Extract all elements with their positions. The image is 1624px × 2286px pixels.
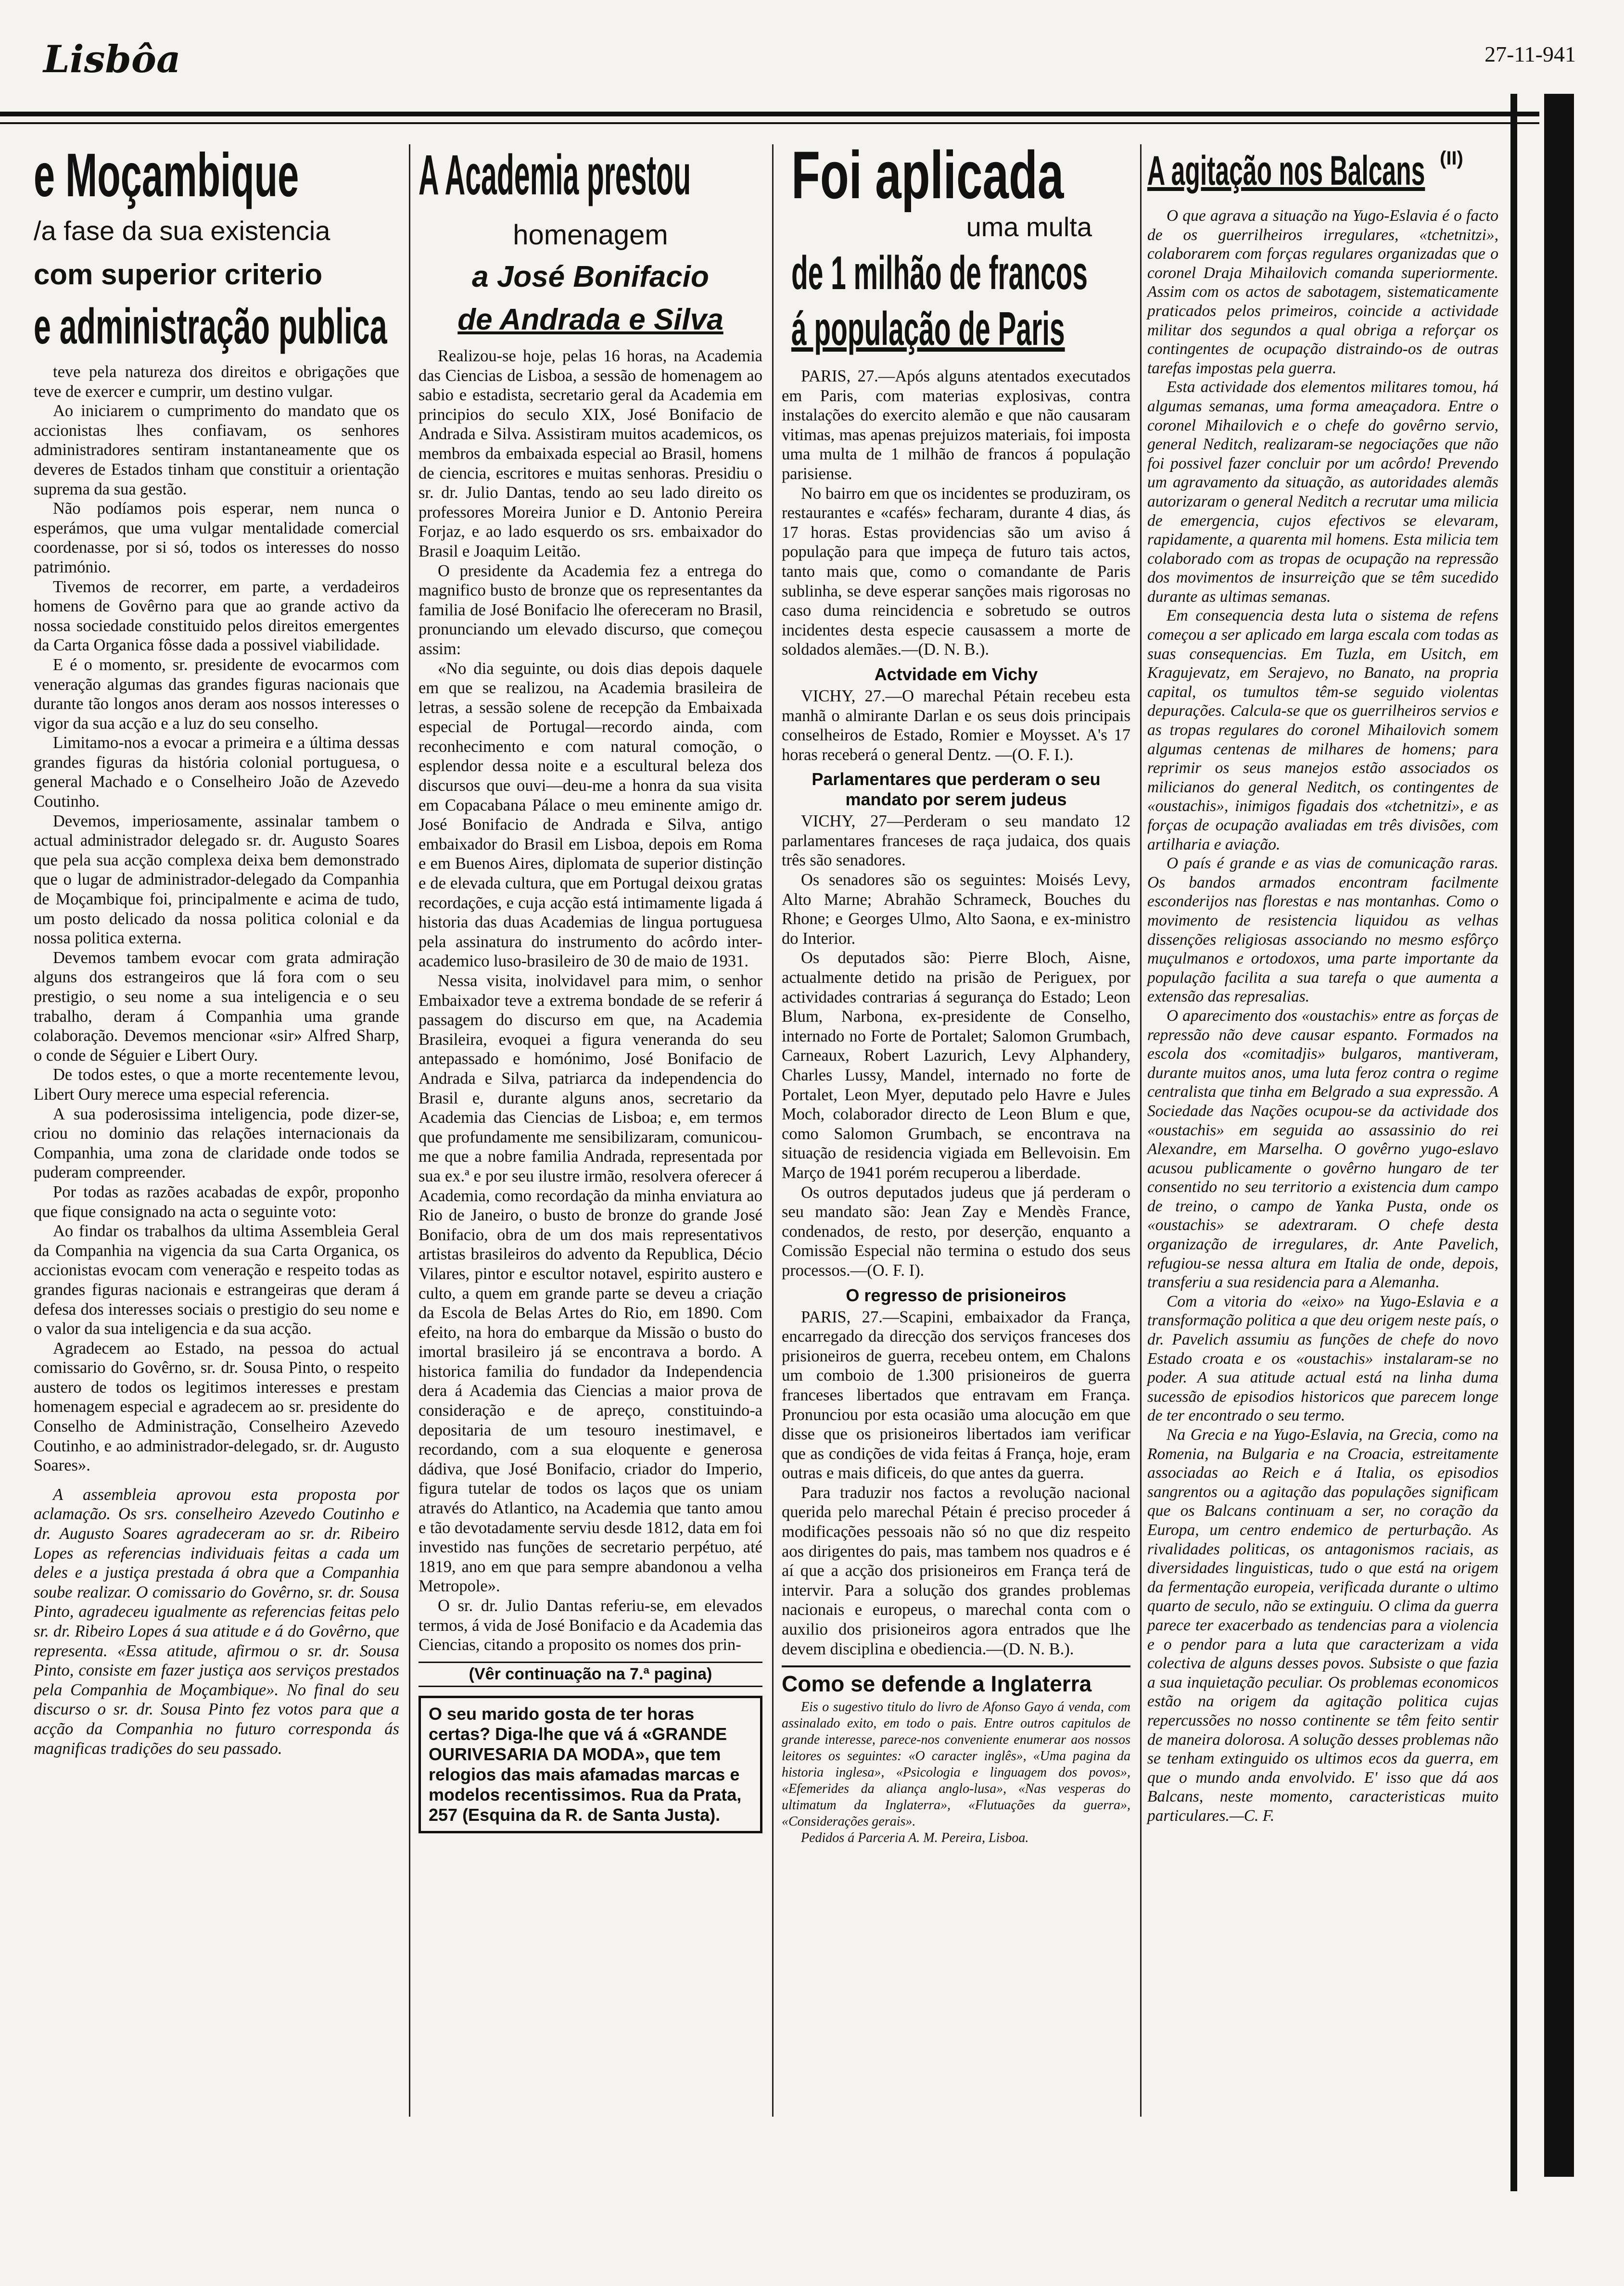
paragraph: VICHY, 27—Perderam o seu mandato 12 parlamentares franceses de raça judaica, dos quais três são senadores. (782, 812, 1130, 870)
right-border-thin (1510, 94, 1517, 2191)
paragraph: Os outros deputados judeus que já perderam o seu mandato são: Jean Zay e Mendès France, condenados, de resto, por deserção, enquanto a Comissão Especial não termina o estudo dos seus processos.—(O. F. I). (782, 1183, 1130, 1280)
paragraph: Esta actividade dos elementos militares tomou, há algumas semanas, uma forma ameaçadora. Entre o coronel Mihailovich e o chefe do govêrno servio, general Neditch, realizaram-se negociações que não foi possivel fazer concluir por um acôrdo! Prevendo um agravamento da situação, as autoridades alemãs autorizaram o general Neditch a recrutar uma milicia de emergencia, cujos efectivos se elevaram, rapidamente, a quarenta mil homens. Esta milicia tem colaborado com as tropas de ocupação na repressão dos movimentos de insurreição que se têm sucedido durante as ultimas semanas. (1147, 378, 1498, 606)
masthead-title: Lisbôa (43, 38, 181, 81)
kicker: /a fase da sua existencia (34, 216, 330, 246)
article-note (34, 1485, 399, 1758)
right-border-bar (1544, 94, 1574, 2177)
paragraph: Ao findar os trabalhos da ultima Assembleia Geral da Companhia na vigencia da sua Carta Organica, os accionistas evocam com veneração e respeito todas as grandes figuras nacionais e estrangeiras que deram á defesa dos interesses sociais o prestigio do seu nome e o valor da sua inteligencia e da sua acção. (34, 1222, 399, 1338)
paragraph: O sr. dr. Julio Dantas referiu-se, em elevados termos, á vida de José Bonifacio e da Academia das Ciencias, citando a proposito os nomes dos prin- (419, 1597, 762, 1654)
article-body (419, 346, 762, 1655)
kicker: e administração publica (34, 299, 387, 355)
paragraph: Nessa visita, inolvidavel para mim, o senhor Embaixador teve a extrema bondade de se referir á passagem do discurso em que, na Academia Brasileira, evoquei a figura veneranda do seu antepassado e homónimo, José Bonifacio de Andrada e Silva, patriarca da independencia do Brasil e, durante alguns anos, secretario da Academia das Ciencias de Lisboa; e, em termos que profundamente me sensibilizaram, comunicou-me que a nobre familia Andrada, representada por sua ex.ª e por seu ilustre irmão, resolvera oferecer á Academia, como recordação da minha enviatura ao Rio de Janeiro, o busto de bronze do grande José Bonifacio, obra de um dos mais representativos artistas brasileiros do advento da Republica, Décio Vilares, pintor e escultor notavel, espirito austero e culto, a quem em grande parte se deveu a criação da Escola de Belas Artes do Rio, em 1890. Com efeito, na hora do embarque da Missão o busto do imortal brasileiro já se encontrava a bordo. A historica familia do fundador da Independencia dera á Academia das Ciencias a maior prova de consideração e de apreço, constituindo-a depositaria de um tesouro inestimavel, e recordando, com a sua eloquente e generosa dádiva, que José Bonifacio, criador do Imperio, figura tutelar de todos os laços que os uniam através do Atlantico, na Academia que tanto amou e tão devotadamente serviu desde 1812, data em foi investido nas funções de secretario perpétuo, até 1819, ano em que para sempre abandonou a velha Metropole». (419, 972, 762, 1596)
paragraph: Limitamo-nos a evocar a primeira e a última dessas grandes figuras da história colonial portuguesa, o general Machado e o Conselheiro João de Azevedo Coutinho. (34, 734, 399, 811)
subheading: O regresso de prisioneiros (846, 1285, 1066, 1305)
column-rule (772, 144, 774, 2117)
masthead-date: 27-11-941 (1484, 42, 1576, 66)
paragraph: «No dia seguinte, ou dois dias depois daquele em que se realizou, na Academia brasileira de letras, a sessão solene de recepção da Embaixada especial de Portugal—recordo ainda, com reconhecimento e com natural comoção, o esplendor dessa noite e a escultural beleza dos discursos que ouvi—deu-me a honra da sua visita em Copacabana Pálace o meu eminente amigo dr. José Bonifacio de Andrada e Silva, antigo embaixador do Brasil em Lisboa, depois em Roma e em Buenos Aires, diplomata de superior distinção e de elevada cultura, que em Portugal deixou gratas recordações, e cuja acção está intimamente ligada á historia das duas Academias de lingua portuguesa pela assinatura do instrumento do acôrdo inter-academico luso-brasileiro de 30 de maio de 1931. (419, 659, 762, 971)
paragraph: A sua poderosissima inteligencia, pode dizer-se, criou no dominio das relações internacionais da Companhia, uma zona de claridade onde todos se puderam compreender. (34, 1105, 399, 1182)
paragraph: Na Grecia e na Yugo-Eslavia, na Grecia, como na Romenia, na Bulgaria e na Croacia, estreitamente associadas ao Reich e á Italia, os episodios sangrentos ou a agitação das populações significam que os Balcans continuam a ser, no coração da Europa, um centro endemico de perturbação. As rivalidades politicas, os antagonismos raciais, as diversidades linguisticas, tudo o que está na origem da fermentação europeia, verificada durante o ultimo quarto de seculo, não se extinguiu. O clima da guerra parece ter exacerbado as tendencias para a violencia e o pendor para a luta que caracterizam a vida colectiva de alguns desses povos. Subsiste o que fazia a sua inquietação peculiar. Os problemas economicos estão na origem da agitação politica cujas repercussões no nosso continente se têm feito sentir de maneira dolorosa. A solução desses problemas não se tenham extinguido os ultimos ecos da guerra, em que o mundo anda envolvido. E' isso que dá aos Balcans, neste momento, caracteristicas muito particulares.—C. F. (1147, 1426, 1498, 1825)
masthead (0, 34, 1624, 82)
paragraph: E é o momento, sr. presidente de evocarmos com veneração algumas das grandes figuras nacionais que durante tão longos anos deram aos nossos interesses o vigor da sua acção e a luz do seu conselho. (34, 655, 399, 733)
paragraph: Em consequencia desta luta o sistema de refens começou a ser aplicado em larga escala com todas as suas consequencias. Em Tuzla, em Usitch, em Kragujevatz, em Serajevo, no Banato, na propria capital, os tumultos têm-se seguido violentas depurações. Calcula-se que os guerrilheiros servios e as tropas regulares do coronel Mihailovich somem algumas centenas de milhares de homens; para reprimir os seus manejos estão associados os milicianos do general Neditch, os contingentes de «oustachis», inimigos figadais dos «tchetnitzi», e as forças de ocupação avaliadas em três divisões, com artilharia e aviação. (1147, 607, 1498, 853)
top-rule (0, 112, 1539, 116)
article-academia (419, 137, 762, 1833)
paragraph: teve pela natureza dos direitos e obrigações que teve de exercer e cumprir, um destino vulgar. (34, 363, 399, 401)
continuation-note: (Vêr continuação na 7.ª pagina) (419, 1662, 762, 1687)
paragraph: Por todas as razões acabadas de expôr, proponho que fique consignado na acta o seguinte voto: (34, 1182, 399, 1221)
advertisement-box: O seu marido gosta de ter horas certas? Diga-lhe que vá á «GRANDE OURIVESARIA DA MODA», que tem relogios das mais afamadas marcas e modelos recentissimos. Rua da Prata, 257 (Esquina da R. de Santa Justa). (419, 1696, 762, 1833)
subheading: Actvidade em Vichy (874, 664, 1038, 684)
paragraph: O aparecimento dos «oustachis» entre as forças de repressão não deve causar espanto. Formados na escola dos «comitadjis» bulgaros, mantiveram, durante muitos anos, uma luta feroz contra o regime centralista que tinha em Belgrado a sua expressão. A Sociedade das Nações ocupou-se da actividade dos «oustachis» em seguida ao assassinio do rei Alexandre, em Marselha. O govêrno yugo-eslavo acusou publicamente o govêrno hungaro de ter consentido no seu territorio a existencia dum campo de treino, o campo de Yanka Pusta, onde os «oustachis» se adextraram. O chefe desta organização de irregulares, dr. Ante Pavelich, refugiou-se nessa altura em Italia de onde, depois, transferiu a sua residencia para a Alemanha. (1147, 1006, 1498, 1292)
paragraph: No bairro em que os incidentes se produziram, os restaurantes e «cafés» fecharam, durante 4 dias, ás 17 horas. Estas providencias são um aviso á população para que impeça de futuro tais actos, tanto mais que, como o comandante de Paris sublinha, se deve esperar sanções mais rigorosas no caso duma reincidencia e sobretudo se outros incidentes desta especie causassem a morte de soldados alemães.—(D. N. B.). (782, 484, 1130, 659)
paragraph: O país é grande e as vias de comunicação raras. Os bandos armados encontram facilmente esconderijos nas florestas e nas montanhas. Como o movimento de resistencia liquidou as velhas dissenções religiosas associando no mesmo esfôrço muçulmanos e ortodoxos, uma parte importante da população facilita a sua tarefa o que aumenta a extensão das represalias. (1147, 854, 1498, 1006)
book-title: Como se defende a Inglaterra (782, 1671, 1092, 1697)
article-body (782, 367, 1130, 1659)
paragraph: Os deputados são: Pierre Bloch, Aisne, actualmente detido na prisão de Periguex, por actividades contrarias á segurança do Estado; Leon Blum, Narbona, ex-presidente de Conselho, internado no Forte de Portalet; Salomon Grumbach, Carneaux, Robert Lazurich, Levy Alphandery, Charles Lussy, Mandel, internado no forte de Portalet, Leon Myer, deputado pelo Havre e Jules Moch, colaborador directo de Leon Blum e que, como Salomon Grumbach, se encontrava na situação de residencia vigiada em Bellevoisin. Em Março de 1941 porém recuperou a liberdade. (782, 949, 1130, 1182)
headline-number: (II) (1440, 148, 1463, 169)
paragraph: Devemos, imperiosamente, assinalar tambem o actual administrador delegado sr. dr. Augusto Soares que pela sua acção complexa deixa bem demonstrado que o lugar de administrador-delegado da Companhia de Moçambique foi, principalmente e acima de tudo, um posto delicado da nossa politica colonial e da nossa politica externa. (34, 812, 399, 948)
paragraph: PARIS, 27.—Scapini, embaixador da França, encarregado da direcção dos serviços franceses dos prisioneiros de guerra, recebeu ontem, em Chalons um comboio de 1.300 prisioneiros de guerra franceses libertados que entravam em França. Pronunciou por esta ocasião uma alocução em que disse que os prisioneiros libertados iam verificar que as condições de vida feitas á França, hoje, eram outras e mais dificeis, do que antes da guerra. (782, 1308, 1130, 1483)
headline: Foi aplicada (791, 137, 1064, 213)
paragraph: Ao iniciarem o cumprimento do mandato que os accionistas lhes confiavam, os senhores administradores sentiram instantaneamente que os deveres de Estados tinham que constituir a orientação suprema da sua gestão. (34, 402, 399, 498)
paragraph: Não podíamos pois esperar, nem nunca o esperámos, que uma vulgar mentalidade comercial coordenasse, por si só, todos os interesses do nosso património. (34, 499, 399, 576)
paragraph: Para traduzir nos factos a revolução nacional querida pelo marechal Pétain é preciso proceder á modificações pessoais não só no que diz respeito aos dirigentes do pais, mas tambem nos quadros e é aí que a acção dos prisioneiros em França terá de intervir. Para a solução dos grandes problemas nacionais e europeus, o marechal conta com o auxilio dos prisioneiros agora entrados que lhe devem disciplina e obediencia.—(D. N. B.). (782, 1483, 1130, 1658)
paragraph: VICHY, 27.—O marechal Pétain recebeu esta manhã o almirante Darlan e os seus dois principais conselheiros de Estado, Romier e Moysset. A's 17 horas receberá o general Dentz. —(O. F. I.). (782, 686, 1130, 764)
paragraph: Agradecem ao Estado, na pessoa do actual comissario do Govêrno, sr. dr. Sousa Pinto, o respeito austero de todos os legitimos interesses e prestam homenagem especial e agradecem ao sr. presidente do Conselho de Administração, Conselheiro Azevedo Coutinho, e ao administrador-delegado, sr. dr. Augusto Soares». (34, 1339, 399, 1475)
paragraph: Realizou-se hoje, pelas 16 horas, na Academia das Ciencias de Lisboa, a sessão de homenagem ao sabio e estadista, secretario geral da Academia em principios do seculo XIX, José Bonifacio de Andrada e Silva. Assistiram muitos academicos, os membros da embaixada especial ao Brasil, homens de ciencia, escritores e muitas senhoras. Presidiu o sr. dr. Julio Dantas, tendo ao seu lado direito os professores Moreira Junior e D. Antonio Pereira Forjaz, e ao lado esquerdo os srs. embaixador do Brasil e Joaquim Leitão. (419, 347, 762, 560)
paragraph: A assembleia aprovou esta proposta por aclamação. Os srs. conselheiro Azevedo Coutinho e dr. Augusto Soares agradeceram ao sr. dr. Ribeiro Lopes as referencias individuais feitas a cada um deles e a justiça prestada á obra que a Companhia soube realizar. O comissario do Govêrno, sr. dr. Sousa Pinto, agradeceu igualmente as referencias feitas pelo sr. dr. Ribeiro Lopes á sua atitude e á do Govêrno, que representa. «Essa atitude, afirmou o sr. dr. Sousa Pinto, consiste em fazer justiça aos serviços prestados pela Companhia de Moçambique». No final do seu discurso o sr. dr. Sousa Pinto fez votos para que a acção da Companhia no futuro corresponda ás magnificas tradições do seu passado. (34, 1485, 399, 1758)
kicker: de Andrada e Silva (457, 303, 723, 336)
article-mocambique (34, 137, 399, 1758)
article-paris (782, 137, 1130, 1846)
article-body (34, 362, 399, 1475)
kicker: uma multa (966, 212, 1092, 242)
kicker: com superior criterio (34, 258, 323, 291)
subheading: Parlamentares que perderam o seu mandato por serem judeus (812, 769, 1101, 810)
paragraph: Os senadores são os seguintes: Moisés Levy, Alto Marne; Abrahão Schrameck, Bouches du Rhone; e Georges Ulmo, Alto Saona, e ex-ministro do Interior. (782, 871, 1130, 948)
top-rule-thin (0, 122, 1539, 124)
headline-wrap (1147, 148, 1498, 194)
headline: A Academia prestou (419, 143, 691, 207)
article-body (1147, 206, 1498, 1825)
book-text (782, 1699, 1130, 1846)
paragraph: Com a vitoria do «eixo» na Yugo-Eslavia e a transformação politica a que deu origem neste país, o dr. Pavelich assumiu as funções de chefe do novo Estado croata e os «oustachis» instalaram-se no poder. A sua atitude actual está na linha duma sucessão de episodios historicos que parecem longe de ter encontrado o seu termo. (1147, 1292, 1498, 1425)
book-notice (782, 1665, 1130, 1846)
kicker: á população de Paris (791, 302, 1065, 355)
paragraph: Eis o sugestivo titulo do livro de Afonso Gayo á venda, com assinalado exito, em todo o pais. Entre outros capitulos de grande interesse, parece-nos conveniente enumerar aos nossos leitores os seguintes: «O caracter inglês», «Uma pagina da historia inglesa», «Psicologia e linguagem dos povos», «Efemerides da aliança anglo-lusa», «Nas vesperas do ultimatum da Inglaterra», «Flutuações da guerra», «Considerações gerais». (782, 1700, 1130, 1829)
paragraph: O presidente da Academia fez a entrega do magnifico busto de bronze que os representantes da familia de José Bonifacio lhe ofereceram no Brasil, pronunciando um elevado discurso, que começou assim: (419, 561, 762, 658)
column-rule (409, 144, 410, 2117)
paragraph: Tivemos de recorrer, em parte, a verdadeiros homens de Govêrno para que ao grande activo da nossa sociedade constituido pelos direitos emergentes da Carta Organica fôsse dada a possivel viabilidade. (34, 577, 399, 655)
paragraph: Devemos tambem evocar com grata admiração alguns dos estrangeiros que lá fora com o seu prestigio, o seu nome a sua inteligencia e o seu trabalho, deram á Companhia uma grande colaboração. Devemos mencionar «sir» Alfred Sharp, o conde de Séguier e Libert Oury. (34, 948, 399, 1065)
headline: A agitação nos Balcans (1147, 148, 1425, 194)
headline: e Moçambique (34, 141, 299, 210)
kicker: de 1 milhão de francos (791, 246, 1088, 299)
column-rule (1140, 144, 1142, 2117)
paragraph: O que agrava a situação na Yugo-Eslavia é o facto de os guerrilheiros irregulares, «tchetnitzi», colaborarem com forças regulares organizadas que o coronel Draja Mihailovich comanda superiormente. Assim com os actos de sabotagem, sistematicamente praticados pelos primeiros, coincide a actividade militar dos segundos a qual obriga a reforçar os contingentes de ocupação distraindo-os de outras tarefas impostas pela guerra. (1147, 207, 1498, 377)
paragraph: PARIS, 27.—Após alguns atentados executados em Paris, com materias explosivas, contra instalações do exercito alemão e que não causaram vitimas, mas apenas prejuizos materiais, foi imposta uma multa de 1 milhão de francos á população parisiense. (782, 367, 1130, 483)
book-signature: Pedidos á Parceria A. M. Pereira, Lisboa. (801, 1830, 1029, 1846)
article-balcans (1147, 137, 1498, 1825)
kicker: a José Bonifacio (472, 260, 709, 293)
paragraph: De todos estes, o que a morte recentemente levou, Libert Oury merece uma especial referencia. (34, 1066, 399, 1104)
kicker: homenagem (513, 219, 668, 251)
